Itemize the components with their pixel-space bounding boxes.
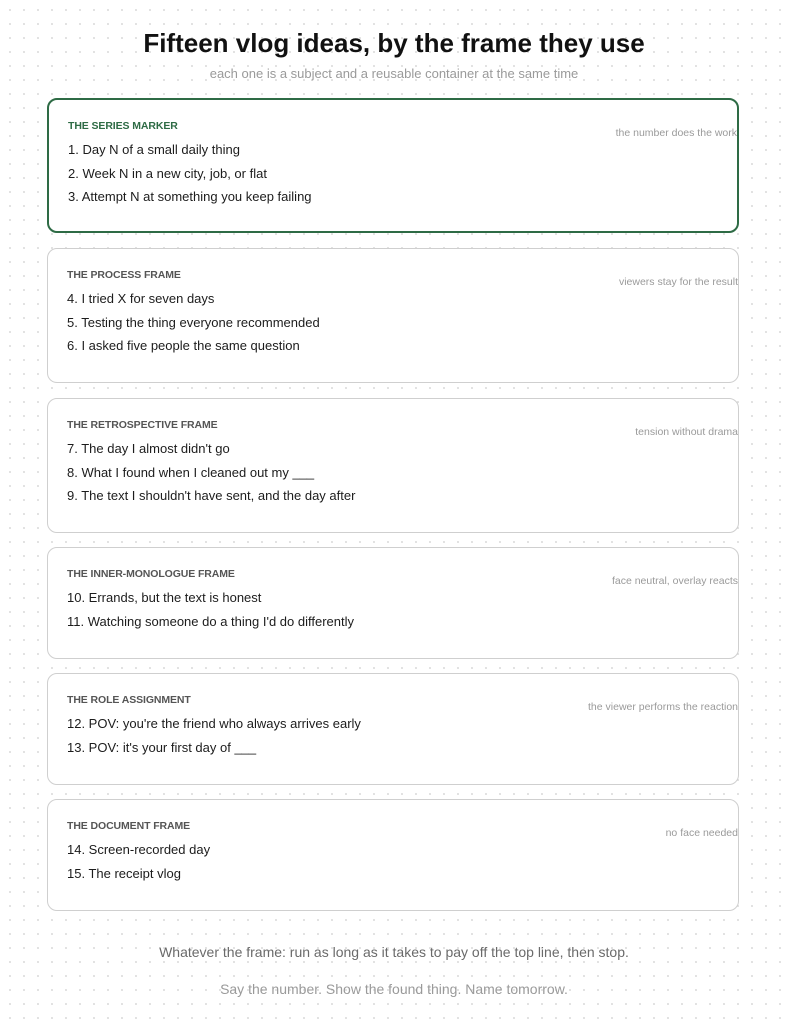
idea-item: 1. Day N of a small daily thing bbox=[68, 142, 240, 157]
idea-list bbox=[67, 712, 719, 759]
idea-item: 13. POV: it's your first day of ___ bbox=[67, 739, 257, 755]
frame-card-retrospective bbox=[47, 398, 739, 533]
idea-item: 12. POV: you're the friend who always arrives early bbox=[67, 716, 361, 731]
card-label: THE RETROSPECTIVE FRAME bbox=[67, 419, 218, 431]
page-title: Fifteen vlog ideas, by the frame they use bbox=[143, 28, 645, 58]
footer-tagline: Say the number. Show the found thing. Name tomorrow. bbox=[220, 981, 568, 997]
idea-list bbox=[67, 287, 719, 358]
idea-item: 9. The text I shouldn't have sent, and the day after bbox=[67, 488, 356, 503]
idea-item: 6. I asked five people the same question bbox=[67, 338, 300, 353]
idea-list bbox=[67, 586, 719, 633]
frame-card-series-marker bbox=[47, 98, 739, 233]
card-note: the number does the work bbox=[615, 127, 737, 139]
card-label: THE SERIES MARKER bbox=[68, 120, 178, 132]
card-label: THE DOCUMENT FRAME bbox=[67, 820, 191, 832]
card-label: THE INNER-MONOLOGUE FRAME bbox=[67, 568, 235, 580]
card-note: no face needed bbox=[665, 827, 738, 839]
idea-item: 5. Testing the thing everyone recommended bbox=[67, 314, 320, 330]
card-note: viewers stay for the result bbox=[618, 276, 738, 288]
idea-item: 4. I tried X for seven days bbox=[67, 291, 215, 306]
footer-summary: Whatever the frame: run as long as it takes to pay off the top line, then stop. bbox=[159, 944, 629, 960]
idea-item: 10. Errands, but the text is honest bbox=[67, 590, 262, 605]
frame-card-process bbox=[47, 248, 739, 383]
card-note: face neutral, overlay reacts bbox=[611, 575, 738, 587]
card-label: THE PROCESS FRAME bbox=[67, 269, 181, 281]
idea-item: 14. Screen-recorded day bbox=[67, 842, 211, 857]
frame-card-document bbox=[47, 799, 739, 911]
frame-card-inner-monologue bbox=[47, 547, 739, 659]
idea-list bbox=[67, 437, 719, 508]
idea-item: 11. Watching someone do a thing I'd do differently bbox=[67, 613, 354, 629]
idea-list bbox=[68, 138, 718, 209]
idea-item: 2. Week N in a new city, job, or flat bbox=[68, 165, 267, 181]
card-header bbox=[67, 816, 719, 830]
idea-item: 7. The day I almost didn't go bbox=[67, 441, 230, 456]
frame-card-role-assignment bbox=[47, 673, 739, 785]
card-header bbox=[67, 415, 719, 429]
idea-list bbox=[67, 838, 719, 885]
card-note: tension without drama bbox=[635, 426, 738, 438]
page-subtitle: each one is a subject and a reusable container at the same time bbox=[209, 66, 579, 81]
idea-item: 15. The receipt vlog bbox=[67, 865, 181, 881]
idea-item: 3. Attempt N at something you keep failing bbox=[68, 189, 312, 204]
idea-item: 8. What I found when I cleaned out my ___ bbox=[67, 464, 315, 480]
card-note: the viewer performs the reaction bbox=[588, 701, 738, 713]
card-label: THE ROLE ASSIGNMENT bbox=[67, 694, 191, 706]
